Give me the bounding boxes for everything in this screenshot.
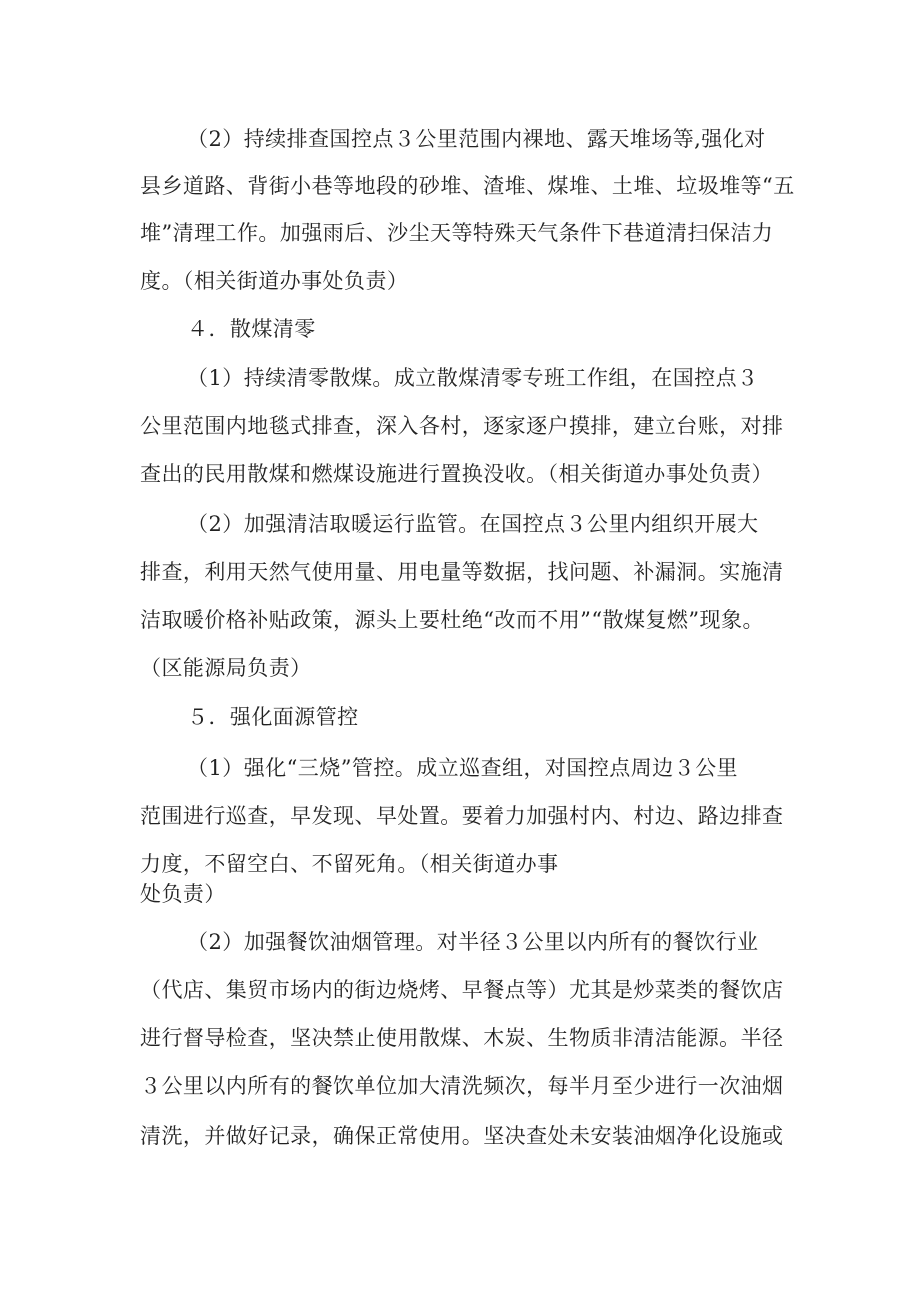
- paragraph-line: 力度，不留空白、不留死角。（相关街道办事: [140, 852, 559, 876]
- section-heading: ５．强化面源管控: [187, 705, 359, 729]
- paragraph-line: 堆”清理工作。加强雨后、沙尘天等特殊天气条件下巷道清扫保洁力: [140, 221, 774, 245]
- paragraph-line: ３公里以内所有的餐饮单位加大清洗频次，每半月至少进行一次油烟: [140, 1074, 784, 1098]
- paragraph-line: （2）持续排查国控点３公里范围内裸地、露天堆场等,强化对: [187, 127, 766, 151]
- paragraph-line: 度。（相关街道办事处负责）: [140, 269, 409, 293]
- paragraph-line: （2）加强餐饮油烟管理。对半径３公里以内所有的餐饮行业: [187, 930, 759, 954]
- paragraph-line: 排查，利用天然气使用量、用电量等数据，找问题、补漏洞。实施清: [140, 560, 784, 584]
- paragraph-line: （1）持续清零散煤。成立散煤清零专班工作组，在国控点３: [187, 366, 759, 390]
- paragraph-line: 处负责）: [140, 882, 226, 906]
- paragraph-line: （区能源局负责）: [140, 656, 312, 680]
- paragraph-line: 洁取暖价格补贴政策，源头上要杜绝“改而不用”“散煤复燃”现象。: [140, 608, 764, 632]
- paragraph-line: （代店、集贸市场内的街边烧烤、早餐点等）尤其是炒菜类的餐饮店: [140, 978, 784, 1002]
- section-heading: ４．散煤清零: [187, 317, 316, 341]
- paragraph-line: 清洗，并做好记录，确保正常使用。坚决查处未安装油烟净化设施或: [140, 1124, 784, 1148]
- paragraph-line: 县乡道路、背街小巷等地段的砂堆、渣堆、煤堆、土堆、垃圾堆等“五: [140, 174, 795, 198]
- paragraph-line: 进行督导检查，坚决禁止使用散煤、木炭、生物质非清洁能源。半径: [140, 1026, 784, 1050]
- paragraph-line: 查出的民用散煤和燃煤设施进行置换没收。（相关街道办事处负责）: [140, 462, 773, 486]
- paragraph-line: （2）加强清洁取暖运行监管。在国控点３公里内组织开展大: [187, 512, 759, 536]
- paragraph-line: 范围进行巡查，早发现、早处置。要着力加强村内、村边、路边排查: [140, 804, 784, 828]
- paragraph-line: （1）强化“三烧”管控。成立巡查组，对国控点周边３公里: [187, 756, 738, 780]
- paragraph-line: 公里范围内地毯式排查，深入各村，逐家逐户摸排，建立台账，对排: [140, 414, 784, 438]
